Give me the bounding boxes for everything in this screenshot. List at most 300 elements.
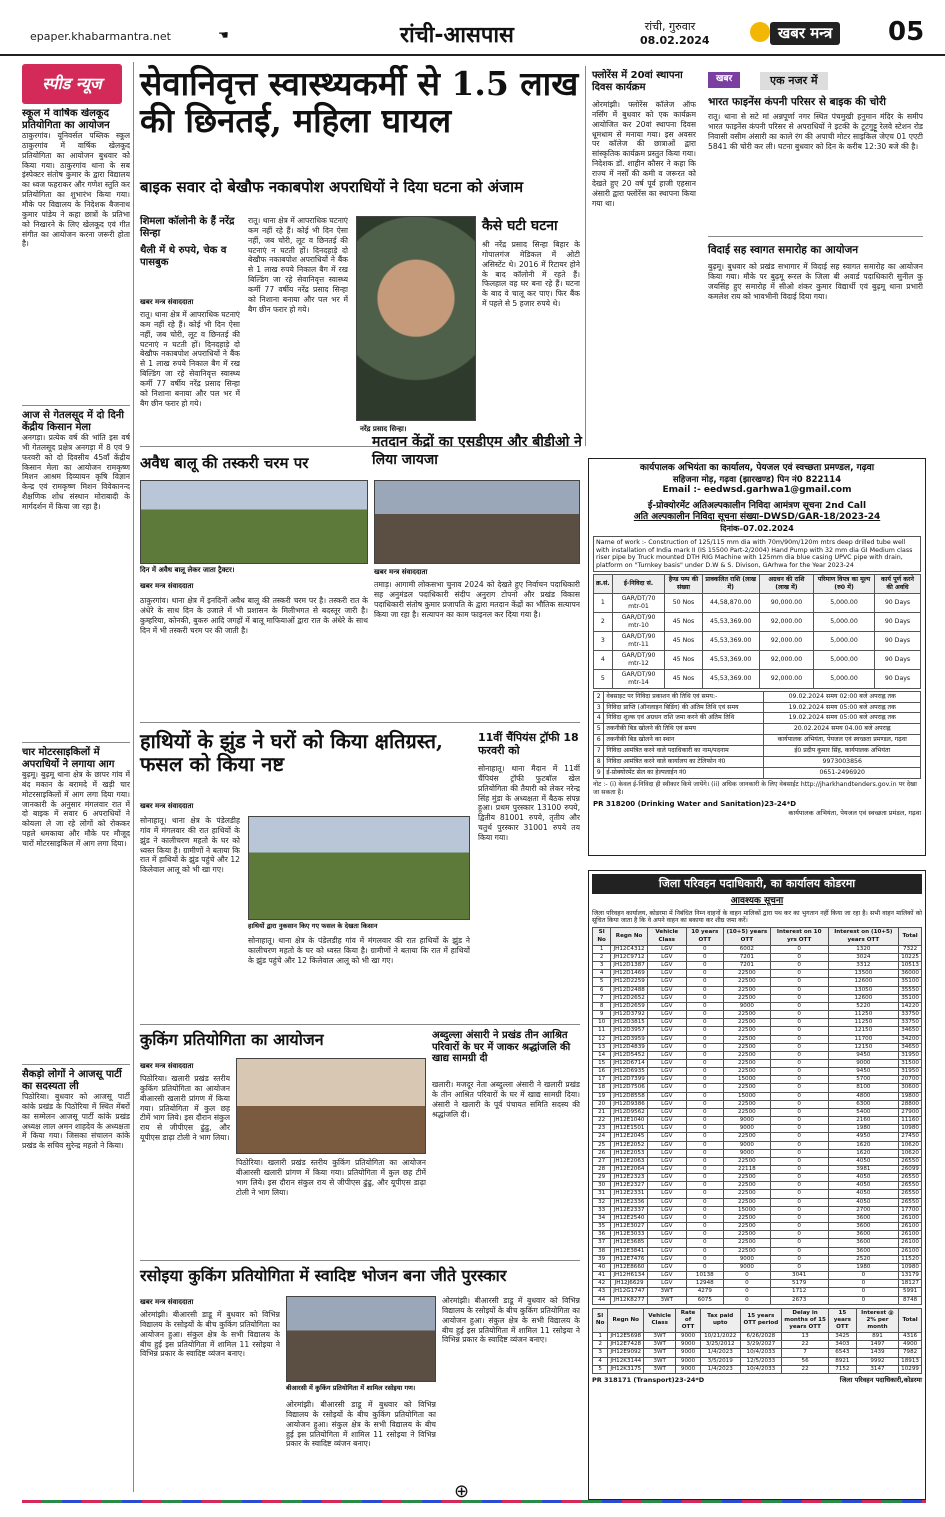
table-cell: 3041 [770,1272,828,1280]
table-cell: 40 [593,1263,611,1271]
table-cell: 18127 [899,1280,922,1288]
transport-column-header: (10+5) years OTT [723,928,770,945]
table-row [594,613,921,632]
elephant-headline: हाथियों के झुंड ने घरों को किया क्षतिग्रस्त, फसल को किया नष्ट [140,729,443,776]
table-cell: 3WT [647,1296,686,1304]
ansari-headline: अब्दुल्ला अंसारी ने प्रखंड तीन आश्रित परिवारों के घर में जाकर श्रद्धांजलि की खाद्य सामग्री दी [432,1030,571,1064]
table-cell: 5,000.00 [814,594,875,613]
table-cell: 38 [593,1247,611,1255]
table-cell: LGV [647,1239,686,1247]
page-footer-rule [22,1500,926,1503]
table-cell: 0 [770,1190,828,1198]
column-divider [585,66,586,446]
table-row [593,1027,922,1035]
table-row [593,1076,922,1084]
table-cell: JH12D6935 [611,1068,648,1076]
table-cell: LGV [647,1108,686,1116]
table-cell: 92,000.00 [759,631,813,650]
table-cell: JH12E8660 [611,1263,648,1271]
table-cell: 0 [770,1059,828,1067]
table-cell: 92,000.00 [759,613,813,632]
table-cell: JH12D7399 [611,1076,648,1084]
table-cell: 0 [686,986,723,994]
speed-news-headline: आज से गेतलसूद में दो दिनी केंद्रीय किसान मेला [22,410,124,433]
table-cell: 31950 [899,1051,922,1059]
table-cell: 26 [593,1149,611,1157]
table-cell: 0 [770,1043,828,1051]
table-cell: 0 [770,1027,828,1035]
cooking-byline: खबर मन्त्र संवाददाता [140,1062,194,1070]
table-cell: GAR/DT/90 mtr-11 [612,631,665,650]
table-cell: 22500 [723,994,770,1002]
table-cell: LGV [647,1019,686,1027]
table-cell: LGV [647,1100,686,1108]
elephant-body: सोनाहातू। थाना क्षेत्र के पंडेलडीह गांव में मंगलवार की रात हाथियों के झुंड ने कालीचरण महतो के घर को ध्वस्त किया है। ग्रामीणों ने बताया कि रात में हाथियों के झुंड पहुंचे और 12 किलेवाल आलू को भी खा गए। [140,816,240,875]
table-cell: 0 [770,1002,828,1010]
tender-table [593,574,921,688]
speed-news-item [22,410,130,738]
tender-column-header: क्र.सं. [594,575,613,594]
table-cell: 26550 [899,1198,922,1206]
table-cell: 4 [594,650,613,669]
table-cell: 33750 [899,1019,922,1027]
table-row [594,746,921,757]
cooking-body: पिठोरिया। खलारी प्रखंड स्तरीय कुकिंग प्रतियोगिता का आयोजन बीआरसी खलारी प्रांगण में किया गया। प्रतियोगिता में कुल छह टीमें भाग लिये। इस दौरान संकुल राय से जीपीएस ढुंढु, और यूपीएस डाढ़ा टोली ने भाग लिया। [140,1074,230,1143]
table-cell: 9000 [723,1141,770,1149]
table-cell: JH12E2052 [611,1141,648,1149]
table-cell: JH12D3959 [611,1035,648,1043]
lead-photo-caption: नरेंद्र प्रसाद सिन्हा। [360,425,407,433]
table-cell: 0 [770,1019,828,1027]
table-cell: JH12E3841 [611,1247,648,1255]
table-cell: 5220 [828,1002,899,1010]
table-cell: LGV [647,1068,686,1076]
table-cell: 4050 [828,1182,899,1190]
table-cell: 0 [686,978,723,986]
table-cell: 0 [723,1280,770,1288]
speed-news-headline: सैकड़ो लोगों ने आजसू पार्टी का सदस्यता ली [22,1069,122,1092]
table-cell: JH12E3027 [611,1223,648,1231]
table-cell: 0 [686,962,723,970]
table-cell: 26550 [899,1190,922,1198]
sidebar-body: श्री नरेंद्र प्रसाद सिन्हा बिहार के गोपालगंज मेडिकल में ओटी असिस्टेंट थे। 2016 में रिटायर होने के बाद कॉलोनी में रहते हैं। फिलहाल वह घर बना रहे हैं। घटना के बाद वे चालू कर पाए। फिर बैंक में पहले से 5 हजार रुपये थे। [482,240,580,309]
cooking-body-continued: पिठोरिया। खलारी प्रखंड स्तरीय कुकिंग प्रतियोगिता का आयोजन बीआरसी खलारी प्रांगण में किया गया। प्रतियोगिता में कुल छह टीमें भाग लिये। इस दौरान संकुल राय से जीपीएस ढुंढु, और यूपीएस डाढ़ा टोली ने भाग लिया। [236,1158,426,1197]
table-cell: 19.02.2024 समय 05:00 बजे अपराह्न तक [764,713,921,724]
table-cell: 15000 [723,1206,770,1214]
elephant-photo-caption: हाथियों द्वारा नुकसान किए गए फसल के देखता किसान [248,922,378,930]
table-cell: 34200 [899,1035,922,1043]
table-cell: 22500 [723,1190,770,1198]
table-cell: JH12E2063 [611,1157,648,1165]
table-cell: 9000 [723,1263,770,1271]
table-cell: 5,000.00 [814,631,875,650]
table-cell: 30 [593,1182,611,1190]
table-row [593,1231,922,1239]
table-cell: 9000 [676,1341,701,1349]
sand-photo-caption: दिन में अवैध बालू लेकर जाता ट्रैक्टर। [140,566,235,574]
table-cell: 0 [770,1247,828,1255]
table-cell: JH12D2488 [611,986,648,994]
table-cell: 0 [770,970,828,978]
table-cell: 12150 [828,1043,899,1051]
table-cell: 0 [686,1231,723,1239]
table-cell: 0 [686,1247,723,1255]
table-cell: LGV [647,1182,686,1190]
table-cell: 0 [686,1182,723,1190]
sand-headline: अवैध बालू की तस्करी चरम पर [140,454,309,472]
elephant-photo [248,816,470,920]
table-cell: 10 [593,1019,611,1027]
transport-column-header: Total [899,928,922,945]
tender-notice [588,458,926,856]
table-cell: 26099 [899,1166,922,1174]
table-cell: 18 [593,1084,611,1092]
table-cell: 4800 [828,1092,899,1100]
tender-column-header: ई-निविदा सं. [612,575,665,594]
table-cell: 39 [593,1255,611,1263]
table-cell: 11250 [828,1019,899,1027]
transport-column-header: Rate of OTT [676,1308,701,1332]
table-cell: 11250 [828,1011,899,1019]
table-cell: 12 [593,1035,611,1043]
table-cell: 6 [594,735,604,746]
table-cell: LGV [647,1272,686,1280]
table-cell: LGV [647,1190,686,1198]
table-row [593,1223,922,1231]
cooking-headline: कुकिंग प्रतियोगिता का आयोजन [140,1030,324,1049]
divider [22,405,130,406]
transport-column-header: Interest on (10+5) years OTT [828,928,899,945]
table-cell: 0 [686,1239,723,1247]
table-cell: 0 [770,1100,828,1108]
table-cell: 11160 [899,1117,922,1125]
table-cell: 3WT [647,1288,686,1296]
table-cell: 2 [593,953,611,961]
table-cell: 3600 [828,1214,899,1222]
table-cell: 26550 [899,1182,922,1190]
table-cell: LGV [647,1059,686,1067]
table-cell: 3425 [828,1333,856,1341]
table-cell: 0 [686,1174,723,1182]
table-cell: 14220 [899,1002,922,1010]
table-row [593,1059,922,1067]
table-cell: 45,53,369.00 [702,613,759,632]
table-cell: 18913 [899,1357,922,1365]
table-cell: LGV [647,978,686,986]
tender-email[interactable]: Email :- eedwsd.garhwa1@gmail.com [662,485,852,496]
table-cell: 26100 [899,1239,922,1247]
table-cell: 22118 [723,1166,770,1174]
table-cell: 3 [594,631,613,650]
table-cell: 1/4/2023 [700,1349,740,1357]
lead-subhead: बाइक सवार दो बेखौफ नकाबपोश अपराधियों ने दिया घटना को अंजाम [140,178,524,196]
table-cell: 22500 [723,1059,770,1067]
tender-office: कार्यपालक अभियंता का कार्यालय, पेयजल एवं स्वच्छता प्रमण्डल, गढ़वा [639,463,875,473]
table-cell: 3WT [644,1357,676,1365]
table-row [593,1357,922,1365]
table-cell: 0 [770,945,828,953]
table-cell: 0 [770,1133,828,1141]
table-row [593,953,922,961]
table-cell: LGV [647,1263,686,1271]
rasoiya-photo-caption: बीआरसी में कुकिंग प्रतियोगिता में शामिल रसोइया गण। [286,1384,416,1392]
table-cell: 36 [593,1231,611,1239]
table-row [594,650,921,669]
table-row [594,757,921,768]
epaper-url[interactable]: epaper.khabarmantra.net [30,30,171,43]
table-cell: 0 [686,970,723,978]
table-cell: 22500 [723,970,770,978]
table-cell: 4900 [899,1341,922,1349]
table-cell: 3403 [828,1341,856,1349]
table-cell: 19800 [899,1092,922,1100]
table-cell: 1 [593,945,611,953]
table-cell: JH12E2327 [611,1182,648,1190]
table-row [593,1125,922,1133]
table-cell: 3600 [828,1239,899,1247]
table-cell: 22500 [723,1231,770,1239]
table-cell: 5,000.00 [814,613,875,632]
table-cell: 10620 [899,1149,922,1157]
table-cell: 23 [593,1125,611,1133]
table-cell: 13050 [828,986,899,994]
table-cell: JH12D1469 [611,970,648,978]
rasoiya-body: ओरमांझी। बीआरसी डाडू में बुधवार को विभिन्न विद्यालय के रसोइयों के बीच कुकिंग प्रतियोगिता का आयोजन हुआ। संकुल क्षेत्र के सभी विद्यालय के बीच हुई इस प्रतियोगिता में शामिल 11 रसोइया ने विभिन्न प्रकार के स्वादिष्ट व्यंजन बनाए। [140,1310,280,1359]
table-cell: 36000 [899,970,922,978]
table-cell: 8100 [828,1084,899,1092]
table-cell: 10138 [686,1272,723,1280]
table-cell: 22500 [723,1035,770,1043]
table-cell: 0 [686,945,723,953]
table-cell: 19 [593,1092,611,1100]
table-cell: LGV [647,1280,686,1288]
table-cell: 45 Nos [665,613,702,632]
table-cell: 0 [770,1263,828,1271]
table-cell: 5 [593,1365,608,1373]
table-cell: 22500 [723,1068,770,1076]
table-cell: 22500 [723,978,770,986]
transport-table-2 [592,1308,922,1374]
table-cell: 3024 [828,953,899,961]
table-cell: 6 [593,986,611,994]
table-cell: 0 [686,1092,723,1100]
table-cell: LGV [647,1141,686,1149]
rasoiya-headline: रसोइया कुकिंग प्रतियोगिता में स्वादिष्ट भोजन बना जीते पुरस्कार [140,1266,507,1285]
table-cell: 22500 [723,1051,770,1059]
table-cell: 0 [686,1214,723,1222]
table-cell: 2520 [828,1255,899,1263]
florence-headline: फ्लोरेंस में 20वां स्थापना दिवस कार्यक्रम [592,70,683,93]
table-cell: LGV [647,986,686,994]
table-cell: ई0 प्रदीप कुमार सिंह, कार्यपालक अभियंता [764,746,921,757]
table-row [594,631,921,650]
table-cell: 34650 [899,1043,922,1051]
transport-title: आवश्यक सूचना [730,896,784,907]
table-cell: 35 [593,1223,611,1231]
table-cell: 0 [770,1214,828,1222]
table-cell: 9450 [828,1051,899,1059]
table-cell: 4 [594,713,604,724]
dateline [640,20,710,48]
table-cell: 26100 [899,1231,922,1239]
table-cell: LGV [647,994,686,1002]
table-cell: 22500 [723,1019,770,1027]
table-cell: 17 [593,1076,611,1084]
transport-column-header: Vehicle Class [644,1308,676,1332]
table-cell: 26100 [899,1247,922,1255]
table-row [594,724,921,735]
table-cell: 0 [686,1198,723,1206]
table-row [594,713,921,724]
transport-column-header: 15 years OTT [828,1308,856,1332]
table-row [594,768,921,779]
table-cell: 0 [723,1296,770,1304]
table-cell: JH12D4839 [611,1043,648,1051]
table-cell: 26100 [899,1214,922,1222]
table-cell: 9000 [828,1059,899,1067]
transport-column-header: 10 years OTT [686,928,723,945]
table-cell: 5 [594,669,613,688]
lead-photo [356,216,476,421]
table-row [593,1198,922,1206]
table-cell: 33 [593,1206,611,1214]
table-cell: 7982 [899,1349,922,1357]
registration-mark-icon: ⊕ [454,1481,470,1502]
table-cell: 0 [686,1133,723,1141]
table-cell: JH12G1747 [611,1288,648,1296]
tender-ref: अति अल्पकालीन निविदा सूचना संख्या–DWSD/GAR-18/2023-24 [633,512,881,523]
table-cell: वेबसाइट पर निविदा प्रकाशन की तिथि एवं समय:- [604,691,764,702]
table-cell: 3/5/2019 [700,1357,740,1365]
table-cell: 0 [770,1035,828,1043]
table-cell: JH12E3685 [611,1239,648,1247]
table-cell: LGV [647,1247,686,1255]
table-cell: 5,000.00 [814,669,875,688]
table-cell: 90 Days [875,631,921,650]
table-cell: JH12K8277 [611,1296,648,1304]
table-cell: 9 [594,768,604,779]
table-cell: LGV [647,1149,686,1157]
table-cell: 7 [594,746,604,757]
table-cell: 0 [686,1190,723,1198]
table-cell: LGV [647,970,686,978]
transport-column-header: Sl No [593,928,611,945]
table-cell: 9000 [723,1002,770,1010]
table-cell: 0 [770,1141,828,1149]
table-cell: 27 [593,1157,611,1165]
table-cell: 3 [593,1349,608,1357]
table-cell: JH12D3957 [611,1027,648,1035]
table-cell: 22500 [723,1133,770,1141]
table-cell: 24 [593,1133,611,1141]
table-cell: 45 Nos [665,669,702,688]
table-cell: 9000 [676,1357,701,1365]
table-cell: 0 [686,1117,723,1125]
table-cell: 1712 [770,1288,828,1296]
table-cell: 1620 [828,1141,899,1149]
table-cell: 1 [594,594,613,613]
table-cell: GAR/DT/70 mtr-01 [612,594,665,613]
table-cell: 0 [770,1068,828,1076]
table-cell: 0 [770,986,828,994]
table-cell: 10620 [899,1141,922,1149]
ek-nazar-body-1: रातू। थाना से सटे मां अन्नपूर्णा नगर स्थित पंचमुखी हनुमान मंदिर के समीप भारत फाइनेंस कंपनी परिसर से अपराधियों ने इटकी के टूटगुट्टू रेलवे स्टेशन रोड निवासी वसीम अंसारी का काले रंग की अपाची मोटर साइकिल जेएच 01 एएटी 5841 की चोरी कर ली। घटना बुधवार को दिन के करीब 12:30 बजे की है। [708,112,923,151]
table-cell: LGV [647,1035,686,1043]
table-cell: LGV [647,1133,686,1141]
table-cell: 56 [782,1357,829,1365]
tender-date: दिनांक–07.02.2024 [720,523,794,533]
table-row [593,1349,922,1357]
lead-bullet: शिमला कॉलोनी के हैं नरेंद्र सिन्हा [140,216,235,239]
tender-call-title: ई-प्रोक्योरमेंट अतिअल्पकालीन निविदा आमंत्रण सूचना 2nd Call [647,500,867,511]
table-row [593,1166,922,1174]
table-row [593,1011,922,1019]
ek-nazar-body-2: बुढ़मू। बुधवार को प्रखंड सभागार में विदाई सह स्वागत समारोह का आयोजन किया गया। मौके पर बुढ़मू रूरल के जिला बी अवार्ड पदाधिकारी सुनील कु जयसिंह हुए समारोह में सीओ शंकर कुमार विद्यार्थी एवं बुढ़मू थाना प्रभारी कमलेश राय को भावभीनी विदाई दिया गया। [708,262,923,301]
rasoiya-byline: खबर मन्त्र संवाददाता [140,1298,194,1306]
table-cell: 34650 [899,1027,922,1035]
transport-office: जिला परिवहन पदाधिकारी, का कार्यालय कोडरमा [592,874,922,894]
table-cell: 1 [593,1333,608,1341]
table-cell: 4050 [828,1157,899,1165]
speed-news-item [22,747,130,1060]
table-cell: 9000 [723,1149,770,1157]
table-cell: 5179 [770,1280,828,1288]
table-cell: 90 Days [875,669,921,688]
table-cell: JH12D5452 [611,1051,648,1059]
table-cell: 0 [770,1223,828,1231]
table-cell: 11700 [828,1035,899,1043]
florence-body: ओरमांझी। फ्लोरेंस कॉलेज ऑफ नर्सिंग में बुधवार को एक कार्यक्रम आयोजित कर 20वां स्थापना दिवस धूमधाम से मनाया गया। इस अवसर पर कॉलेज की छात्राओं द्वारा सांस्कृतिक कार्यक्रम प्रस्तुत किया गया। निदेशक डॉ. शाहीन कौसर ने कहा कि राज्य में नर्सों की कमी व जरूरत को देखते हुए 20 वर्ष पूर्व हाजी एहसान अंसारी द्वारा फ्लोरेंस का स्थापना किया गया था। [592,100,696,208]
speed-news-column [22,108,130,1498]
table-cell: 10/4/2033 [740,1365,782,1373]
tender-dates-table [593,691,921,780]
table-cell: LGV [647,1231,686,1239]
table-cell: 45 Nos [665,631,702,650]
ek-nazar-label: खबर [708,72,740,88]
evm-photo [374,480,580,564]
table-cell: JH12K3144 [608,1357,644,1365]
table-cell: JH12D2659 [611,1002,648,1010]
divider [22,742,130,743]
table-cell: 34 [593,1214,611,1222]
divider [140,1024,580,1025]
table-cell: 20.02.2024 समय 04.00 बजे अपराह्न [764,724,921,735]
elephant-byline: खबर मन्त्र संवाददाता [140,802,194,810]
table-cell: JH12E2540 [611,1214,648,1222]
table-cell: 10/4/2033 [740,1349,782,1357]
table-cell: 0 [686,994,723,1002]
table-cell: 22500 [723,1100,770,1108]
transport-column-header: 15 years OTT period [740,1308,782,1332]
table-cell: 12600 [828,994,899,1002]
table-row [594,594,921,613]
table-cell: 29 [593,1174,611,1182]
table-cell: 0 [770,1231,828,1239]
table-cell: 2 [594,613,613,632]
table-cell: 27900 [899,1108,922,1116]
table-cell: 28 [593,1166,611,1174]
table-row [594,669,921,688]
table-cell: 9000 [723,1117,770,1125]
transport-footer [592,1376,922,1384]
evm-body: तमाड़। आगामी लोकसभा चुनाव 2024 को देखते हुए निर्वाचन पदाधिकारी सह अनुमंडल पदाधिकारी संदीप अनुराग टोपनो और प्रखंड विकास पदाधिकारी संतोष कुमार प्रजापति के द्वारा मतदान केंद्रों का भौतिक सत्यापन किया जा रहा है। सत्यापन का काम फाइनल कर दिया गया है। [374,580,580,619]
tender-column-header: अग्रधन की राशि (लाख में) [759,575,813,594]
table-row [594,735,921,746]
table-cell: 11520 [899,1255,922,1263]
transport-column-header: Delay in months of 15 years OTT [782,1308,829,1332]
table-row [593,1084,922,1092]
table-cell: 27450 [899,1133,922,1141]
